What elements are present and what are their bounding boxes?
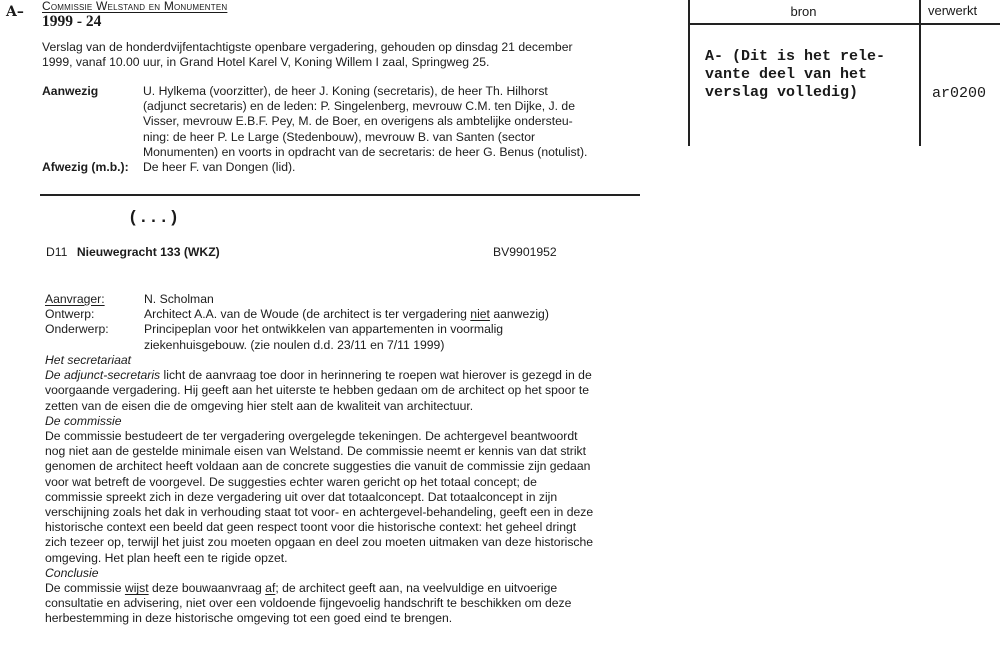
field-value-text: aanwezig)	[489, 307, 549, 322]
source-note-line: A- (Dit is het rele-	[705, 48, 886, 65]
speaker: De adjunct-secretaris	[45, 368, 161, 383]
intro-paragraph	[42, 40, 652, 70]
present-line: Visser, mevrouw E.B.F. Pey, M. de Boer, en overigens als ambtelijke ondersteu-	[143, 114, 573, 129]
item-body	[45, 353, 665, 627]
processed-code: ar0200	[932, 85, 987, 102]
omission-ellipsis: (...)	[128, 209, 180, 228]
field-label: Onderwerp:	[45, 322, 109, 337]
source-table	[688, 0, 1000, 146]
table-left-border	[688, 0, 690, 146]
committee-name	[42, 0, 227, 13]
table-column-divider	[919, 0, 921, 146]
report-number: 1999 - 24	[42, 13, 102, 30]
present-label: Aanwezig	[42, 84, 99, 98]
item-fields	[45, 292, 665, 353]
field-applicant	[45, 292, 665, 307]
field-value-text: Architect A.A. van de Woude (de architect is ter vergadering	[144, 307, 471, 322]
item-code: D11	[46, 245, 68, 259]
field-value: N. Scholman	[144, 292, 214, 306]
intro-line: 1999, vanaf 10.00 uur, in Grand Hotel Karel V, Koning Willem I zaal, Springweg 25.	[42, 55, 490, 70]
commission-line: historische context een beeld dat geen respect toont voor die historische context: het geheel dringt	[45, 520, 577, 535]
present-line: Monumenten) en voorts in opdracht van de secretaris: de heer G. Benus (notulist).	[143, 144, 588, 159]
section-heading-secretariat: Het secretariaat	[45, 353, 132, 367]
source-note	[705, 48, 885, 102]
commission-line: commissie spreekt zich in deze vergadering uit over dat totaalconcept. Dat totaalconcept in zijn	[45, 489, 558, 504]
commission-line: verschijning zoals het dak in verhouding staat tot voor- en achtergevel-behandeling, geeft een in deze	[45, 505, 594, 520]
commission-line: genomen de architect heeft voldaan aan de concrete suggesties die vanuit de commissie zijn gedaan	[45, 459, 591, 474]
conclusion-line: herbestemming in deze historische omgeving tot een goed eind te brengen.	[45, 611, 453, 626]
secretariat-line: voorgaande vergadering. Hij geeft aan het uiterste te hebben gedaan om de architect op het spoor te	[45, 383, 590, 398]
item-reference: BV9901952	[493, 245, 557, 259]
field-label: Aanvrager:	[45, 292, 105, 306]
emphasis-underline: af	[265, 581, 276, 596]
commission-line: nog niet aan de gestelde minimale eisen van Welstand. De commissie neemt er kennis van dat strikt	[45, 444, 587, 459]
field-label: Ontwerp:	[45, 307, 95, 322]
present-line: ning: de heer P. Le Large (Stedenbouw), mevrouw B. van Santen (sector	[143, 129, 536, 144]
section-heading-conclusion: Conclusie	[45, 565, 99, 580]
source-note-line: verslag volledig)	[705, 84, 859, 101]
secretariat-line: De adjunct-secretaris licht de aanvraag toe door in herinnering te roepen wat hierover is gezegd in de	[45, 368, 592, 383]
conclusion-line: De commissie wijst deze bouwaanvraag af; de architect geeft aan, na veelvuldige en uitvoerige	[45, 581, 558, 596]
field-value	[144, 307, 549, 322]
column-header-source: bron	[790, 4, 817, 19]
column-header-processed: verwerkt	[928, 3, 978, 18]
present-list	[143, 84, 587, 160]
intro-line: Verslag van de honderdvijfentachtigste openbare vergadering, gehouden op dinsdag 21 december	[42, 40, 573, 54]
field-subject	[45, 322, 665, 352]
table-header-rule	[688, 23, 1000, 25]
emphasis-underline: wijst	[124, 581, 149, 596]
field-value: ziekenhuisgebouw. (zie noulen d.d. 23/11 en 7/11 1999)	[144, 337, 445, 352]
source-note-line: vante deel van het	[705, 66, 868, 83]
committee-name-text: Commissie Welstand en Monumenten	[42, 0, 228, 13]
commission-line: zich tezeer op, terwijl het juist zou moeten opgaan en deel zou moeten uitmaken van deze historische	[45, 535, 594, 550]
field-design	[45, 307, 665, 322]
commission-line: voor wat betreft de voorgevel. De suggesties echter waren gericht op het totaal concept; de	[45, 474, 537, 489]
present-line: (adjunct secretaris) en de leden: P. Singelenberg, mevrouw C.M. ten Dijke, J. de	[143, 99, 575, 114]
absent-value: De heer F. van Dongen (lid).	[143, 160, 296, 175]
item-title: Nieuwegracht 133 (WKZ)	[76, 245, 220, 259]
separator-rule	[40, 194, 640, 196]
conclusion-line: consultatie en advisering, niet over een voldoende fijngevoelig handschrift te beschikken om deze	[45, 596, 572, 611]
section-heading-commission: De commissie	[45, 413, 122, 428]
absent-label: Afwezig (m.b.):	[42, 160, 129, 175]
margin-mark: A–	[6, 4, 24, 20]
commission-line: De commissie bestudeert de ter vergadering overgelegde tekeningen. De achtergevel beantwoordt	[45, 429, 578, 444]
attendance-block	[42, 84, 662, 175]
field-value: Principeplan voor het ontwikkelen van appartementen in voormalig	[144, 322, 504, 337]
commission-line: omgeving. Het plan heeft een te rigide opzet.	[45, 550, 288, 565]
emphasis-underline: niet	[470, 307, 490, 322]
secretariat-line: zetten van de eisen die de omgeving hier stelt aan de kwaliteit van architectuur.	[45, 398, 474, 413]
present-line: U. Hylkema (voorzitter), de heer J. Koning (secretaris), de heer Th. Hilhorst	[143, 84, 548, 98]
